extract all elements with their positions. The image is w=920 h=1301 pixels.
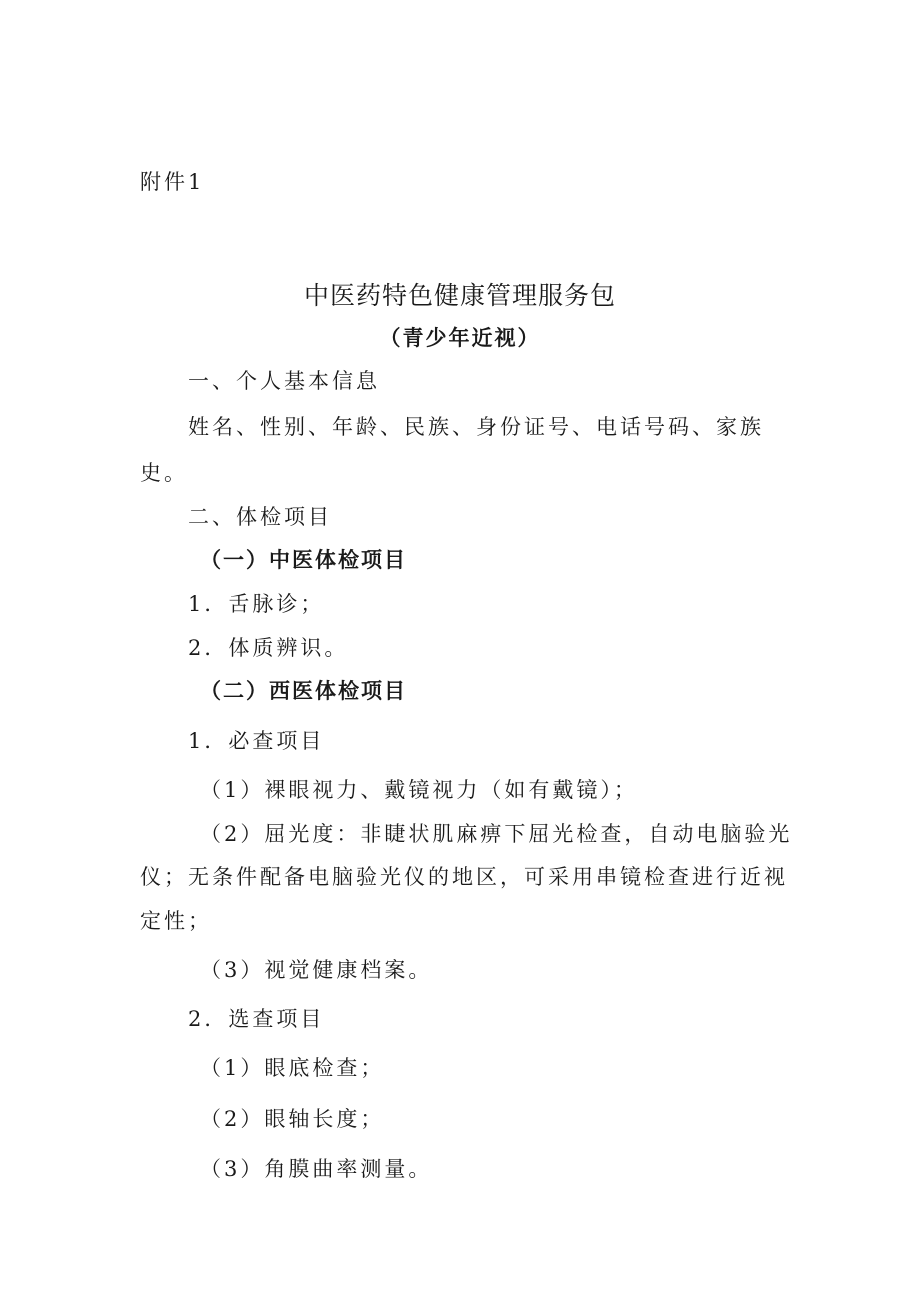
required-item-2-line3: 定性； [140, 909, 212, 933]
optional-item-3: （3）角膜曲率测量。 [200, 1157, 433, 1181]
tcm-item-2: 2．体质辨识。 [188, 636, 349, 660]
section1-body-line1: 姓名、性别、年龄、民族、身份证号、电话号码、家族 [188, 415, 764, 439]
required-item-1: （1）裸眼视力、戴镜视力（如有戴镜）； [200, 778, 638, 802]
tcm-item-1: 1．舌脉诊； [188, 592, 325, 616]
tcm-heading: （一）中医体检项目 [200, 548, 407, 572]
optional-item-2: （2）眼轴长度； [200, 1107, 385, 1131]
required-item-3: （3）视觉健康档案。 [200, 958, 433, 982]
attachment-label: 附件1 [140, 170, 205, 194]
required-item-2-line1: （2）屈光度：非睫状肌麻痹下屈光检查，自动电脑验光 [200, 822, 793, 846]
section1-heading: 一、个人基本信息 [188, 369, 380, 393]
section2-heading: 二、体检项目 [188, 505, 332, 529]
required-item-2-line2: 仪；无条件配备电脑验光仪的地区，可采用串镜检查进行近视 [140, 865, 788, 889]
western-heading: （二）西医体检项目 [200, 679, 407, 703]
document-title: 中医药特色健康管理服务包 [303, 281, 616, 310]
optional-item-1: （1）眼底检查； [200, 1056, 385, 1080]
document-subtitle: （青少年近视） [379, 326, 541, 350]
required-heading: 1．必查项目 [188, 729, 325, 753]
optional-heading: 2．选查项目 [188, 1007, 325, 1031]
section1-body-line2: 史。 [140, 461, 188, 485]
